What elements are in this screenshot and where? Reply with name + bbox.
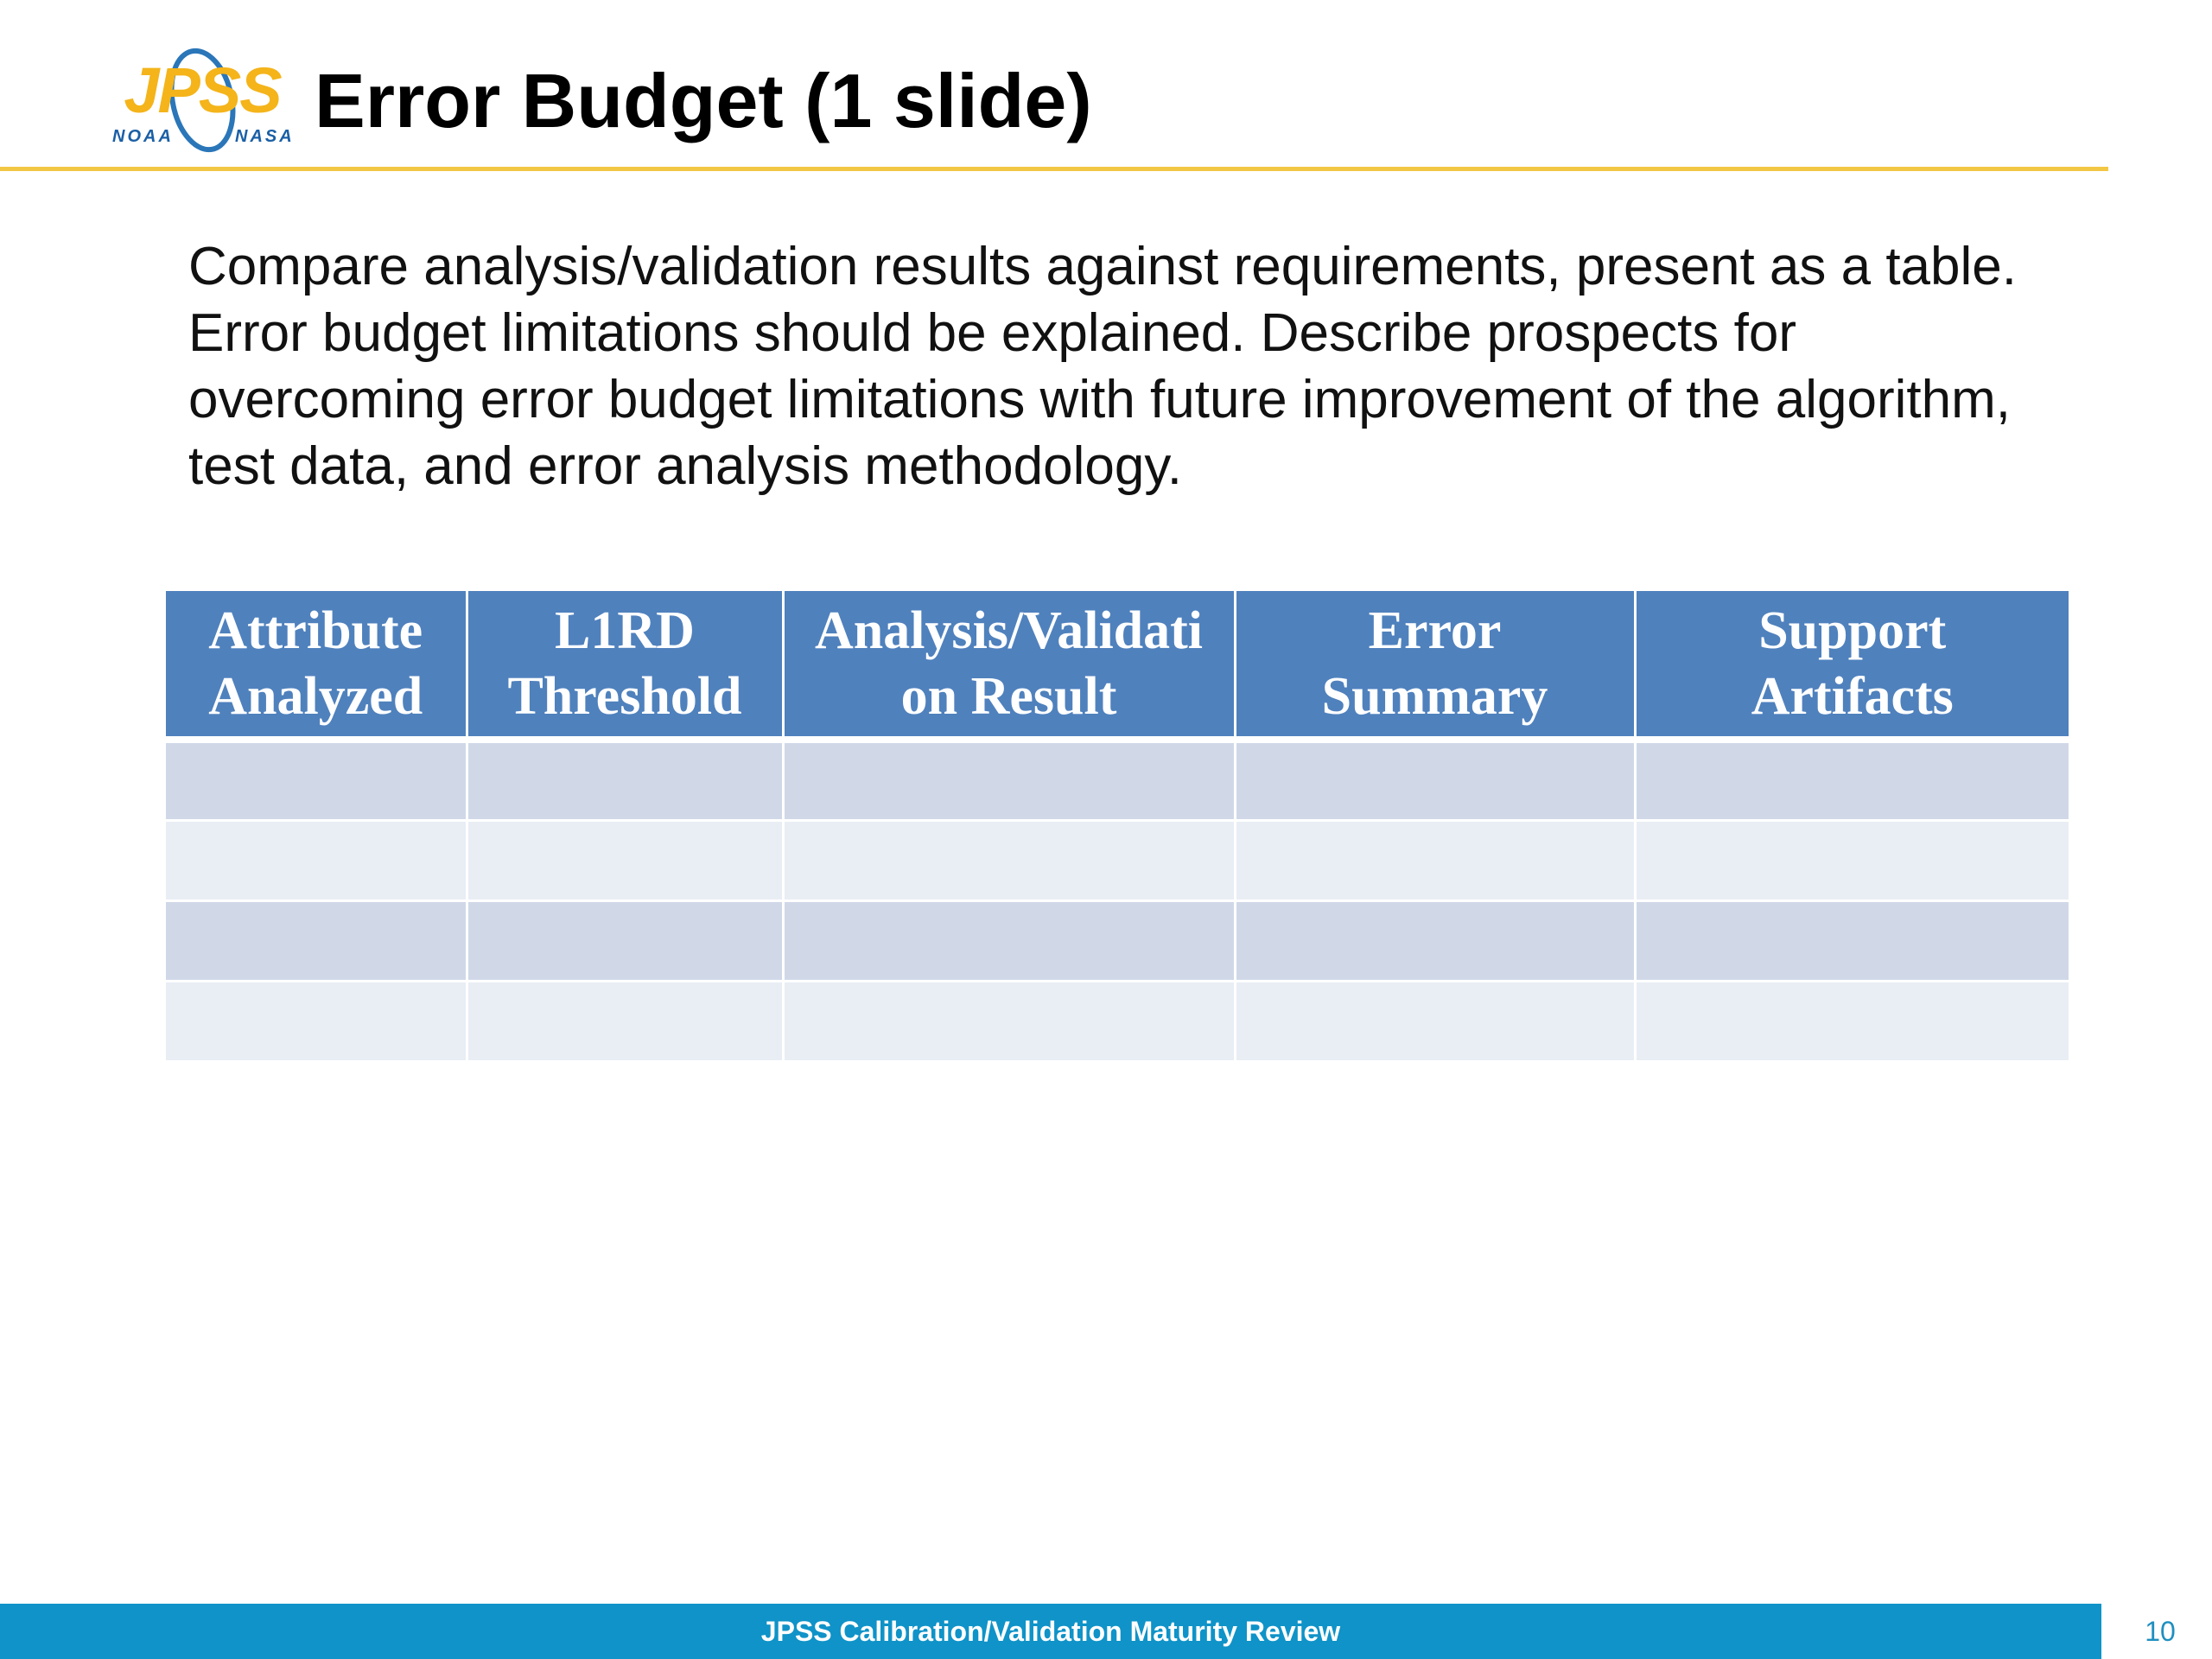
table-cell[interactable]: [1235, 981, 1635, 1061]
table-cell[interactable]: [1635, 740, 2069, 820]
logo-nasa: NASA: [235, 127, 295, 146]
table-cell[interactable]: [783, 981, 1235, 1061]
table-cell[interactable]: [467, 820, 783, 900]
table-cell[interactable]: [166, 981, 467, 1061]
table-cell[interactable]: [783, 820, 1235, 900]
table-row: [166, 900, 2069, 981]
slide-title: Error Budget (1 slide): [315, 58, 1092, 143]
header-error-summary: Error Summary: [1235, 591, 1635, 740]
footer-text: JPSS Calibration/Validation Maturity Review: [760, 1616, 1341, 1647]
header-support-artifacts: Support Artifacts: [1635, 591, 2069, 740]
logo-noaa: NOAA: [112, 127, 174, 146]
table-cell[interactable]: [1235, 740, 1635, 820]
table-cell[interactable]: [1635, 900, 2069, 981]
jpss-logo: [105, 45, 299, 159]
logo-wordmark: JPSS: [124, 54, 281, 126]
table-cell[interactable]: [166, 900, 467, 981]
table-cell[interactable]: [1235, 820, 1635, 900]
table-cell[interactable]: [467, 981, 783, 1061]
header-attribute-analyzed: Attribute Analyzed: [166, 591, 467, 740]
table-cell[interactable]: [166, 740, 467, 820]
table-cell[interactable]: [467, 900, 783, 981]
footer-bar: [0, 1604, 2101, 1659]
table-cell[interactable]: [1235, 900, 1635, 981]
table-cell[interactable]: [467, 740, 783, 820]
table-header-row: [166, 591, 2069, 740]
title-divider: [0, 167, 2108, 171]
error-budget-table: [166, 591, 2069, 1063]
table-row: [166, 981, 2069, 1061]
table-cell[interactable]: [1635, 981, 2069, 1061]
table-row: [166, 820, 2069, 900]
table-cell[interactable]: [783, 740, 1235, 820]
header-l1rd-threshold: L1RD Threshold: [467, 591, 783, 740]
intro-paragraph: Compare analysis/validation results against requirements, present as a table. Error budget limitations should be explained. Describe prospects for overcoming error budget limitations with future improvement of the algorithm, test data, and error analysis methodology.: [188, 237, 2017, 496]
header-analysis-validation-result: Analysis/Validati on Result: [783, 591, 1235, 740]
table-cell[interactable]: [1635, 820, 2069, 900]
table-row: [166, 740, 2069, 820]
table-cell[interactable]: [783, 900, 1235, 981]
page-number: 10: [2145, 1616, 2176, 1647]
table-cell[interactable]: [166, 820, 467, 900]
